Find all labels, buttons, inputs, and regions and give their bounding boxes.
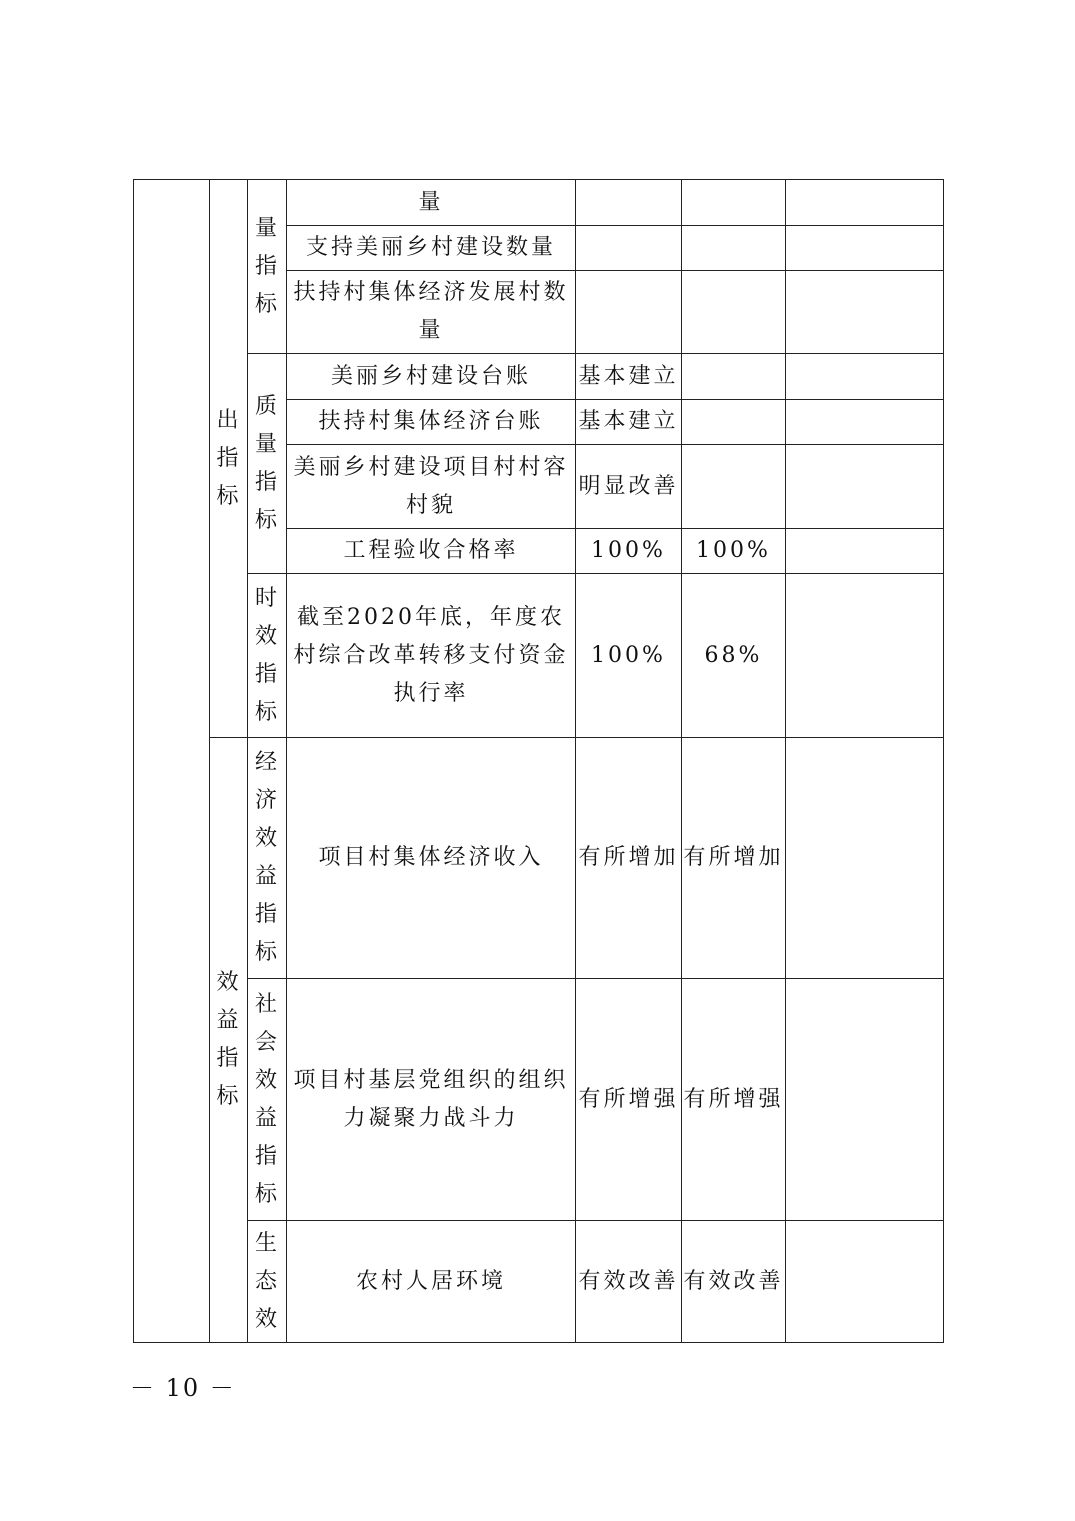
target-value — [576, 226, 682, 271]
remark-cell — [786, 271, 944, 354]
actual-value: 有效改善 — [682, 1221, 786, 1343]
indicator-name: 项目村集体经济收入 — [287, 738, 576, 979]
indicator-name: 扶持村集体经济台账 — [287, 400, 576, 445]
actual-value — [682, 180, 786, 226]
remark-cell — [786, 226, 944, 271]
actual-value — [682, 226, 786, 271]
indicator-name: 美丽乡村建设项目村村容村貌 — [287, 445, 576, 529]
target-value: 100% — [576, 529, 682, 574]
actual-value — [682, 354, 786, 400]
table-row — [134, 738, 944, 979]
remark-cell — [786, 979, 944, 1221]
page-number: － 10 － — [130, 1374, 236, 1402]
remark-cell — [786, 180, 944, 226]
indicator-name: 美丽乡村建设台账 — [287, 354, 576, 400]
remark-cell — [786, 354, 944, 400]
table-row — [134, 574, 944, 738]
actual-value: 68% — [682, 574, 786, 738]
indicator-name: 量 — [287, 180, 576, 226]
subcategory-economic: 经济效益指标 — [248, 738, 287, 979]
category-benefit: 效益指标 — [210, 738, 248, 1343]
indicator-name: 支持美丽乡村建设数量 — [287, 226, 576, 271]
target-value: 有所增强 — [576, 979, 682, 1221]
table-row — [134, 979, 944, 1221]
target-value: 明显改善 — [576, 445, 682, 529]
indicator-name: 扶持村集体经济发展村数量 — [287, 271, 576, 354]
target-value: 有效改善 — [576, 1221, 682, 1343]
remark-cell — [786, 1221, 944, 1343]
indicator-name: 工程验收合格率 — [287, 529, 576, 574]
remark-cell — [786, 400, 944, 445]
performance-indicator-table — [133, 179, 944, 1343]
actual-value: 100% — [682, 529, 786, 574]
indicator-name: 截至2020年底，年度农村综合改革转移支付资金执行率 — [287, 574, 576, 738]
category-output: 出指标 — [210, 180, 248, 738]
actual-value: 有所增加 — [682, 738, 786, 979]
table-row — [134, 180, 944, 226]
target-value — [576, 180, 682, 226]
target-value: 100% — [576, 574, 682, 738]
merged-blank-cell — [134, 180, 210, 1343]
remark-cell — [786, 529, 944, 574]
subcategory-social: 社会效益指标 — [248, 979, 287, 1221]
table-row — [134, 1221, 944, 1343]
subcategory-timeliness: 时效指标 — [248, 574, 287, 738]
subcategory-quantity: 量指标 — [248, 180, 287, 354]
subcategory-ecological: 生态效 — [248, 1221, 287, 1343]
actual-value — [682, 271, 786, 354]
remark-cell — [786, 574, 944, 738]
target-value: 有所增加 — [576, 738, 682, 979]
remark-cell — [786, 738, 944, 979]
actual-value — [682, 445, 786, 529]
remark-cell — [786, 445, 944, 529]
table-row — [134, 354, 944, 400]
indicator-name: 项目村基层党组织的组织力凝聚力战斗力 — [287, 979, 576, 1221]
indicator-name: 农村人居环境 — [287, 1221, 576, 1343]
target-value: 基本建立 — [576, 354, 682, 400]
subcategory-quality: 质量指标 — [248, 354, 287, 574]
actual-value — [682, 400, 786, 445]
actual-value: 有所增强 — [682, 979, 786, 1221]
target-value — [576, 271, 682, 354]
target-value: 基本建立 — [576, 400, 682, 445]
